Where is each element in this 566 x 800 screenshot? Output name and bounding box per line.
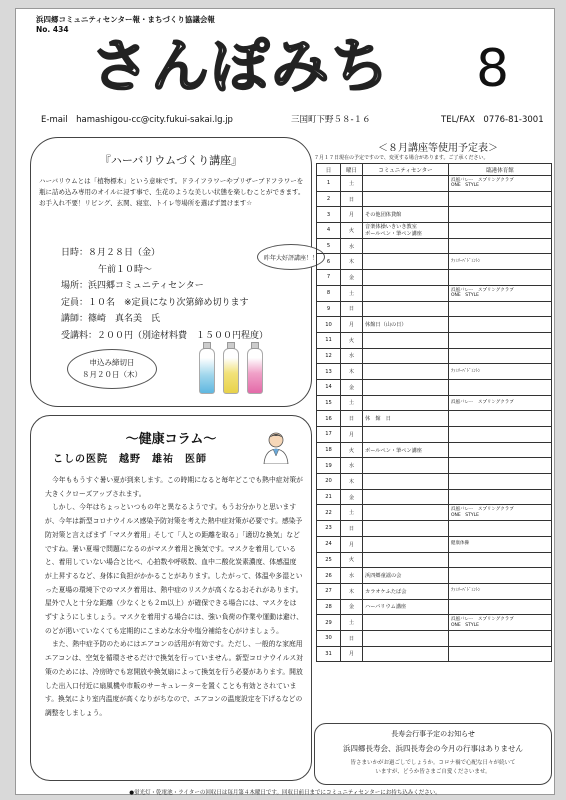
column-author: こしの医院 越野 雄祐 医師: [53, 454, 207, 465]
weekday-cell: 日: [341, 630, 363, 646]
day-cell: 29: [317, 615, 341, 631]
day-cell: 9: [317, 301, 341, 317]
schedule-row: [317, 364, 552, 380]
schedule-row: [317, 552, 552, 568]
schedule-row: [317, 568, 552, 584]
community-center-cell: [363, 474, 449, 490]
column-paragraph: また、熱中症予防のためにはエアコンの活用が有効です。ただし、一般的な家庭用エアコンは、空気を循環させるだけで換気を行っていません。新型コロナウイルス対策のためには、冷房時でも窓開放や換気扇によって換気を行う必要があります。開放した出入口付近に扇風機や市販のサーキュレーターを置くことも有効とされています。換気により室内温度が高くなりがちなので、エアコンの温度設定を下げるなどの調整をしましょう。: [45, 640, 303, 717]
schedule-row: [317, 223, 552, 239]
schedule-row: [317, 411, 552, 427]
weekday-cell: 水: [341, 348, 363, 364]
gym-cell: 浜風バレー スプリングクラブ ONE STYLE: [449, 505, 552, 521]
weekday-cell: 金: [341, 270, 363, 286]
weekday-cell: 金: [341, 379, 363, 395]
day-cell: 5: [317, 238, 341, 254]
footer-note: ●蛍光灯・乾電池・ライターの回収日は毎月第４木曜日です。回収日前日までにコミュニティセンターにお持ち込みください。: [129, 790, 441, 796]
day-cell: 23: [317, 521, 341, 537]
community-center-cell: その他団体貸館: [363, 207, 449, 223]
herbarium-bottle-icon: [223, 348, 239, 394]
schedule-row: [317, 599, 552, 615]
herbarium-capacity: 定員：１０名 ※定員になり次第締め切ります: [61, 297, 249, 308]
schedule-row: [317, 615, 552, 631]
gym-cell: 浜風バレー スプリングクラブ ONE STYLE: [449, 176, 552, 192]
weekday-cell: 金: [341, 599, 363, 615]
herbarium-intro: ハーバリウムとは「植物標本」という意味です。ドライフラワーやプリザーブドフラワーを瓶に詰め込み専用のオイルに浸す事で、生花のような美しい状態を楽しむことができます。お手入れ不要！リビング、玄関、寝室、トイレ等場所を選ばず置けます☆: [39, 177, 305, 207]
day-cell: 18: [317, 442, 341, 458]
issue-month: 8: [476, 39, 510, 99]
community-center-cell: カラオケふたば会: [363, 583, 449, 599]
schedule-title: ＜８月講座等使用予定表＞: [378, 143, 498, 154]
day-cell: 4: [317, 223, 341, 239]
day-cell: 7: [317, 270, 341, 286]
weekday-cell: 土: [341, 285, 363, 301]
herbarium-bottle-icon: [199, 348, 215, 394]
community-center-cell: [363, 364, 449, 380]
schedule-row: [317, 427, 552, 443]
weekday-cell: 日: [341, 191, 363, 207]
weekday-cell: 月: [341, 317, 363, 333]
herbarium-time: 午前１０時〜: [98, 264, 153, 275]
community-center-cell: [363, 552, 449, 568]
weekday-cell: 木: [341, 474, 363, 490]
weekday-cell: 火: [341, 332, 363, 348]
community-center-cell: [363, 505, 449, 521]
weekday-cell: 水: [341, 458, 363, 474]
community-center-cell: [363, 301, 449, 317]
day-cell: 10: [317, 317, 341, 333]
newsletter-page: [15, 8, 555, 795]
day-cell: 21: [317, 489, 341, 505]
community-center-cell: 休館日（山の日）: [363, 317, 449, 333]
gym-cell: [449, 317, 552, 333]
community-center-cell: [363, 615, 449, 631]
header-community-center: コミュニティセンター: [363, 164, 449, 176]
gym-cell: 健康体操: [449, 536, 552, 552]
gym-cell: ﾌｧﾐﾘｰﾊﾞﾄﾞﾐﾝﾄﾝ: [449, 364, 552, 380]
weekday-cell: 火: [341, 442, 363, 458]
gym-cell: ﾌｧﾐﾘｰﾊﾞﾄﾞﾐﾝﾄﾝ: [449, 583, 552, 599]
weekday-cell: 水: [341, 568, 363, 584]
popular-badge: 昨年大好評講座！！: [257, 244, 325, 270]
gym-cell: [449, 489, 552, 505]
weekday-cell: 土: [341, 615, 363, 631]
weekday-cell: 月: [341, 427, 363, 443]
herbarium-fee: 受講料：２００円（別途材料費 １５００円程度）: [61, 330, 269, 341]
herbarium-title: 『ハーバリウムづくり講座』: [99, 154, 243, 167]
schedule-row: [317, 254, 552, 270]
weekday-cell: 火: [341, 223, 363, 239]
schedule-header-row: [317, 164, 552, 176]
doctor-icon: [261, 430, 291, 464]
gym-cell: [449, 207, 552, 223]
community-center-cell: [363, 332, 449, 348]
schedule-row: [317, 395, 552, 411]
newsletter-title: さんぽみち: [91, 32, 392, 100]
community-center-cell: ハーバリウム講座: [363, 599, 449, 615]
day-cell: 30: [317, 630, 341, 646]
community-center-cell: [363, 285, 449, 301]
community-center-cell: [363, 427, 449, 443]
gym-cell: [449, 599, 552, 615]
email-text: E-mail hamashigou-cc@city.fukui-sakai.lg.jp: [41, 115, 233, 125]
notice-body: [315, 759, 551, 777]
schedule-row: [317, 191, 552, 207]
day-cell: 12: [317, 348, 341, 364]
day-cell: 2: [317, 191, 341, 207]
day-cell: 16: [317, 411, 341, 427]
header-weekday: 曜日: [341, 164, 363, 176]
day-cell: 17: [317, 427, 341, 443]
weekday-cell: 金: [341, 489, 363, 505]
gym-cell: [449, 332, 552, 348]
day-cell: 6: [317, 254, 341, 270]
schedule-row: [317, 489, 552, 505]
weekday-cell: 月: [341, 207, 363, 223]
gym-cell: [449, 474, 552, 490]
gym-cell: 浜風バレー スプリングクラブ: [449, 395, 552, 411]
org-name: 浜四郷コミュニティセンター報・まちづくり協議会報: [36, 15, 215, 24]
day-cell: 27: [317, 583, 341, 599]
tel-text: TEL/FAX 0776-81-3001: [441, 115, 544, 125]
day-cell: 25: [317, 552, 341, 568]
column-title: 〜健康コラム〜: [125, 432, 217, 447]
community-center-cell: [363, 379, 449, 395]
schedule-row: [317, 379, 552, 395]
schedule-row: [317, 238, 552, 254]
gym-cell: [449, 568, 552, 584]
schedule-row: [317, 348, 552, 364]
community-center-cell: [363, 238, 449, 254]
gym-cell: 浜風バレー スプリングクラブ ONE STYLE: [449, 285, 552, 301]
gym-cell: [449, 223, 552, 239]
elderly-club-notice: [314, 723, 552, 785]
day-cell: 31: [317, 646, 341, 662]
column-paragraph: 今年ももうすぐ暑い夏が到来します。この時期になると毎年どこでも熱中症対策が大きくクローズアップされます。: [45, 476, 303, 498]
schedule-row: [317, 317, 552, 333]
schedule-row: [317, 285, 552, 301]
deadline-date: ８月２０日（木）: [82, 370, 142, 379]
weekday-cell: 水: [341, 238, 363, 254]
issue-number: No. 434: [36, 25, 69, 34]
schedule-row: [317, 505, 552, 521]
community-center-cell: ボールペン・筆ペン講座: [363, 442, 449, 458]
gym-cell: [449, 630, 552, 646]
weekday-cell: 木: [341, 254, 363, 270]
schedule-row: [317, 301, 552, 317]
weekday-cell: 月: [341, 646, 363, 662]
gym-cell: [449, 552, 552, 568]
schedule-row: [317, 646, 552, 662]
community-center-cell: [363, 348, 449, 364]
gym-cell: [449, 191, 552, 207]
herbarium-bottle-icon: [247, 348, 263, 394]
notice-line: いますが、どうか皆さまご自愛くださいませ。: [375, 769, 491, 775]
day-cell: 3: [317, 207, 341, 223]
schedule-row: [317, 536, 552, 552]
day-cell: 14: [317, 379, 341, 395]
community-center-cell: [363, 191, 449, 207]
address-text: 三国町下野５８-１６: [291, 115, 371, 125]
herbarium-section: [30, 137, 318, 407]
schedule-row: [317, 583, 552, 599]
schedule-row: [317, 332, 552, 348]
community-center-cell: [363, 536, 449, 552]
column-paragraph: しかし、今年はちょっといつもの年と異なるようです。もうお分かりと思いますが、今年は新型コロナウイルス感染予防対策を考えた熱中症対策が必要です。感染予防対策と言えばまず「マスク着用」そして「人との距離を取る」「適切な換気」などですね。暑い夏場で問題になるのがマスク着用と換気です。マスクを着用していると、着用していない場合と比べ、心拍数や呼吸数、血中二酸化炭素濃度、体感温度が上昇するなど、身体に負担がかかることがあります。したがって、体温や多湿といった夏場の環境下でのマスク着用は、熱中症のリスクが高くなるおそれがあります。屋外で人と十分な距離（少なくとも２ｍ以上）が確保できる場合には、マスクをはずすようにしましょう。マスクを着用する場合には、強い負荷の作業や運動は避け、のどが渇いていなくても定期的にこまめな水分や塩分補給を心がけましょう。: [45, 503, 304, 635]
notice-subtitle: 浜四郷長寿会、浜四長寿会の今月の行事はありません: [343, 744, 523, 753]
day-cell: 26: [317, 568, 341, 584]
schedule-row: [317, 521, 552, 537]
herbarium-place: 場所：浜四郷コミュニティセンター: [61, 281, 204, 291]
community-center-cell: [363, 630, 449, 646]
gym-cell: [449, 427, 552, 443]
day-cell: 15: [317, 395, 341, 411]
day-cell: 8: [317, 285, 341, 301]
gym-cell: [449, 301, 552, 317]
notice-line: 皆さまいかがお過ごしでしょうか。コロナ禍で心配な日々が続いて: [350, 760, 516, 766]
schedule-row: [317, 630, 552, 646]
community-center-cell: 音楽体操いきいき教室 ボールペン・筆ペン講座: [363, 223, 449, 239]
herbarium-details: [61, 245, 268, 344]
deadline-oval: [67, 349, 157, 389]
community-center-cell: 浜四郷童謡の会: [363, 568, 449, 584]
gym-cell: [449, 348, 552, 364]
health-column: [30, 415, 312, 781]
day-cell: 22: [317, 505, 341, 521]
gym-cell: [449, 411, 552, 427]
weekday-cell: 火: [341, 552, 363, 568]
gym-cell: 浜風バレー スプリングクラブ ONE STYLE: [449, 615, 552, 631]
schedule-row: [317, 474, 552, 490]
header-day: 日: [317, 164, 341, 176]
community-center-cell: 休 館 日: [363, 411, 449, 427]
schedule-row: [317, 176, 552, 192]
column-body: [45, 474, 303, 721]
community-center-cell: [363, 458, 449, 474]
community-center-cell: [363, 254, 449, 270]
herbarium-date: 日時：８月２８日（金）: [61, 248, 161, 258]
weekday-cell: 土: [341, 505, 363, 521]
schedule-row: [317, 442, 552, 458]
deadline-label: 申込み締切日: [89, 358, 135, 367]
day-cell: 11: [317, 332, 341, 348]
contact-row: [41, 113, 551, 125]
notice-title: 長寿会行事予定のお知らせ: [391, 730, 475, 738]
weekday-cell: 日: [341, 411, 363, 427]
weekday-cell: 木: [341, 583, 363, 599]
gym-cell: [449, 379, 552, 395]
weekday-cell: 月: [341, 536, 363, 552]
community-center-cell: [363, 395, 449, 411]
community-center-cell: [363, 270, 449, 286]
community-center-cell: [363, 489, 449, 505]
gym-cell: [449, 238, 552, 254]
day-cell: 13: [317, 364, 341, 380]
day-cell: 20: [317, 474, 341, 490]
weekday-cell: 木: [341, 364, 363, 380]
weekday-cell: 土: [341, 395, 363, 411]
day-cell: 19: [317, 458, 341, 474]
herbarium-teacher: 講師：篠崎 真名美 氏: [61, 314, 161, 324]
gym-cell: [449, 521, 552, 537]
schedule-row: [317, 270, 552, 286]
schedule-table: [316, 163, 552, 662]
community-center-cell: [363, 521, 449, 537]
gym-cell: [449, 442, 552, 458]
gym-cell: [449, 646, 552, 662]
gym-cell: ﾌｧﾐﾘｰﾊﾞﾄﾞﾐﾝﾄﾝ: [449, 254, 552, 270]
day-cell: 1: [317, 176, 341, 192]
weekday-cell: 日: [341, 521, 363, 537]
community-center-cell: [363, 176, 449, 192]
schedule-row: [317, 207, 552, 223]
day-cell: 28: [317, 599, 341, 615]
gym-cell: [449, 270, 552, 286]
weekday-cell: 日: [341, 301, 363, 317]
gym-cell: [449, 458, 552, 474]
schedule-note: ７月１７日現在の予定ですので、変更する場合があります。ご了承ください。: [314, 155, 489, 161]
day-cell: 24: [317, 536, 341, 552]
community-center-cell: [363, 646, 449, 662]
weekday-cell: 土: [341, 176, 363, 192]
header-gym: 臨港体育館: [449, 164, 552, 176]
schedule-row: [317, 458, 552, 474]
